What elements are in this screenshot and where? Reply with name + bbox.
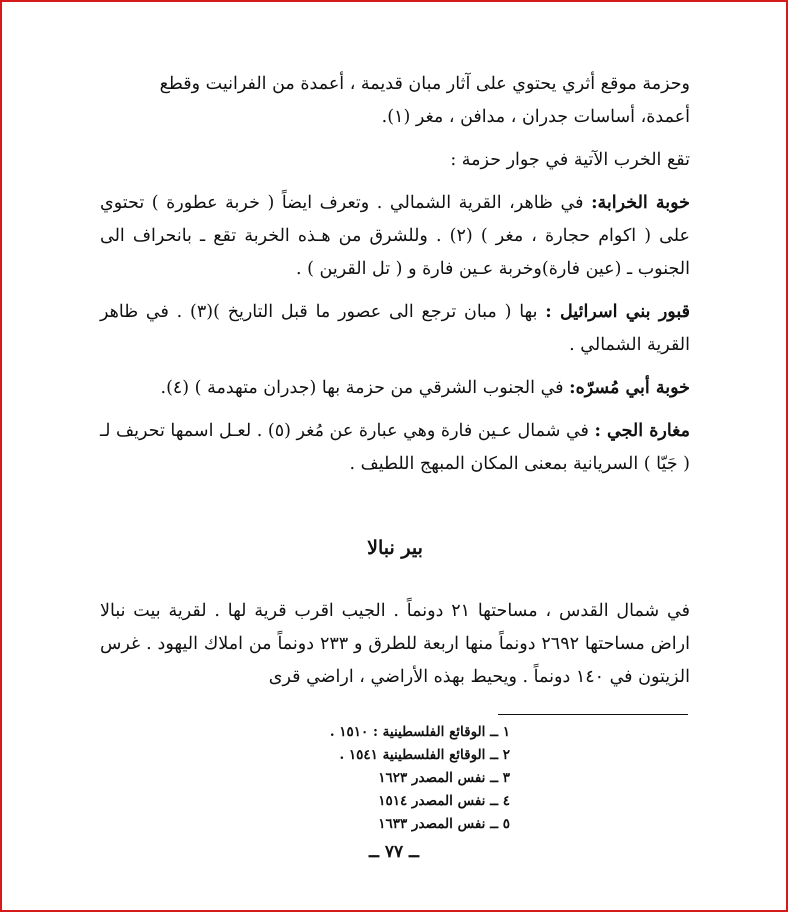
entry-qubur-bani-israil (100, 296, 690, 362)
document-page (100, 68, 690, 836)
page-number: ــ ٧٧ ــ (368, 842, 420, 862)
entry-term: مغارة الجي : (594, 421, 690, 441)
entry-text: في الجنوب الشرقي من حزمة بها (جدران متهدمة ) (٤). (160, 378, 564, 398)
lead-sentence: تقع الخرب الآتية في جوار حزمة : (450, 150, 690, 170)
entry-mughara-al-ji (100, 415, 690, 481)
section-title: بير نبالا (367, 537, 423, 559)
entry-text: في ظاهر، القرية الشمالي . وتعرف ايضاً ( خربة عطورة ) تحتوي على ( اكوام حجارة ، مغر ) (٢) . وللشرق من هـذه الخربة تقع ـ بانحراف الى الجنوب ـ (عين فارة)وخربة عـين فارة و ( تل القرين ) . (100, 193, 690, 279)
entry-khirbat-al-khraba (100, 187, 690, 286)
footnote-divider (498, 714, 688, 715)
intro-line-1: وحزمة موقع أثري يحتوي على آثار مبان قديمة ، أعمدة من الفرانيت وقطع (159, 74, 690, 94)
footnote-5: ٥ ــ نفس المصدر ١٦٣٣ (378, 816, 510, 832)
footnote-2: ٢ ــ الوقائع الفلسطينية ١٥٤١ . (339, 747, 510, 763)
intro-line-2: أعمدة، أساسات جدران ، مدافن ، مغر (١). (381, 107, 690, 127)
entry-term: قبور بني اسرائيل : (545, 302, 690, 322)
entry-text: في شمال عـين فارة وهي عبارة عن مُغر (٥) . لعـل اسمها تحريف لـ ( جَيّا ) السريانية بمعنى المكان المبهج اللطيف . (100, 421, 690, 474)
footnotes (100, 721, 690, 836)
entry-term: خوبة الخرابة: (591, 193, 690, 213)
entry-text: بها ( مبان ترجع الى عصور ما قبل التاريخ )(٣) . في ظاهر القرية الشمالي . (100, 302, 690, 355)
footnote-1: ١ ــ الوقائع الفلسطينية : ١٥١٠ . (329, 724, 510, 740)
entry-khirbat-abu-musarra (100, 372, 690, 405)
footnote-3: ٣ ــ نفس المصدر ١٦٢٣ (378, 770, 510, 786)
footnote-4: ٤ ــ نفس المصدر ١٥١٤ (378, 793, 510, 809)
section-paragraph: في شمال القدس ، مساحتها ٢١ دونماً . الجيب اقرب قرية لها . لقرية بيت نبالا اراض مساحتها ٢٦٩٢ دونماً منها اربعة للطرق و ٢٣٣ دونماً من املاك اليهود . غرس الزيتون في ١٤٠ دونماً . ويحيط بهذه الأراضي ، اراضي قرى (100, 601, 690, 687)
entry-term: خوبة أبي مُسرّه: (569, 378, 690, 398)
